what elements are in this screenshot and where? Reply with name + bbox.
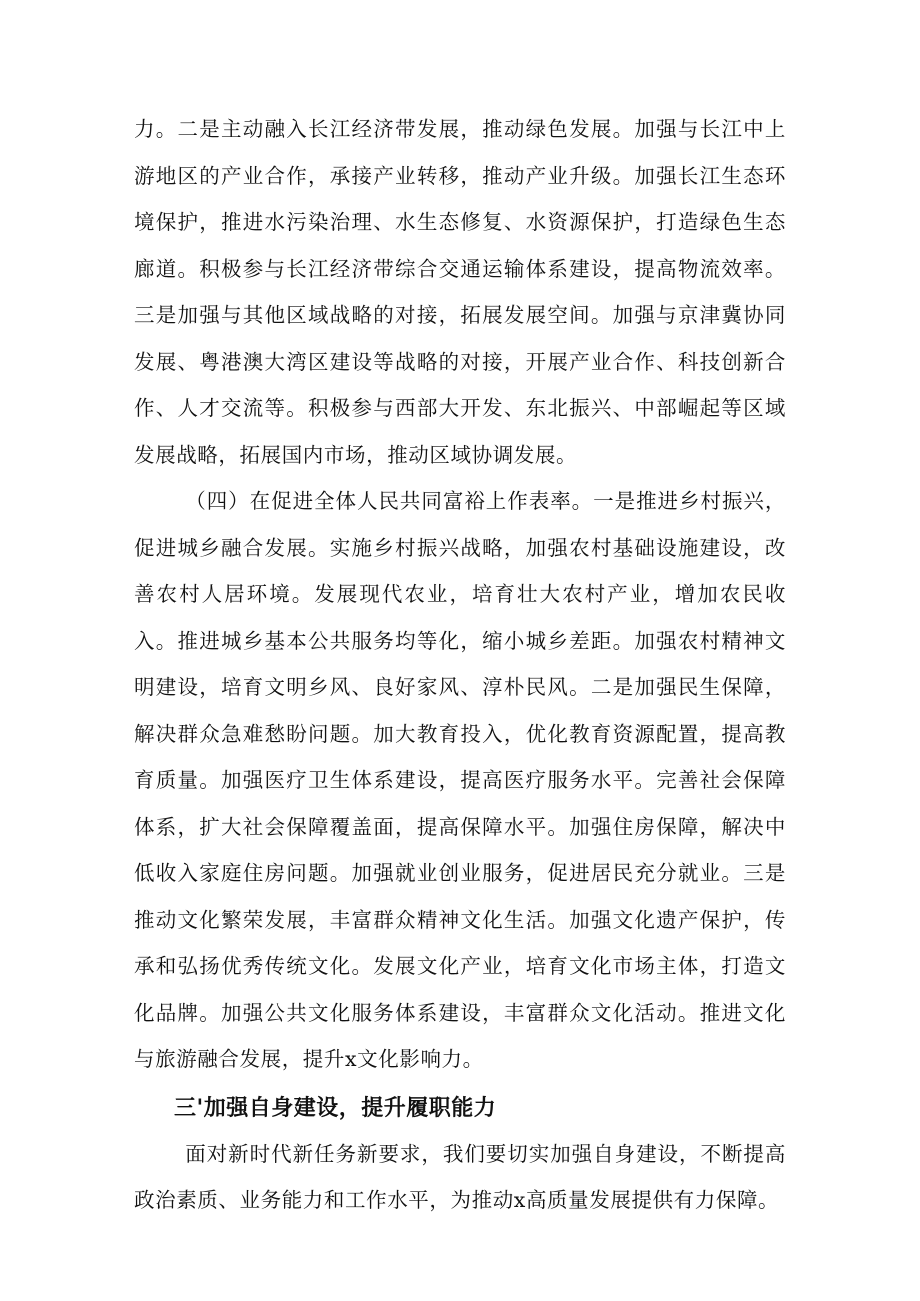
body-paragraph: 面对新时代新任务新要求，我们要切实加强自身建设，不断提高政治素质、业务能力和工作水平，为推动x高质量发展提供有力保障。 bbox=[134, 1141, 786, 1212]
body-paragraph: 力。二是主动融入长江经济带发展，推动绿色发展。加强与长江中上游地区的产业合作，承接产业转移，推动产业升级。加强长江生态环境保护，推进水污染治理、水生态修复、水资源保护，打造绿色生态廊道。积极参与长江经济带综合交通运输体系建设，提高物流效率。三是加强与其他区域战略的对接，拓展发展空间。加强与京津冀协同发展、粤港澳大湾区建设等战略的对接，开展产业合作、科技创新合作、人才交流等。积极参与西部大开发、东北振兴、中部崛起等区域发展战略，拓展国内市场，推动区域协调发展。 bbox=[134, 117, 786, 467]
document-body bbox=[134, 106, 786, 1224]
body-paragraph: （四）在促进全体人民共同富裕上作表率。一是推进乡村振兴，促进城乡融合发展。实施乡村振兴战略，加强农村基础设施建设，改善农村人居环境。发展现代农业，培育壮大农村产业，增加农民收入。推进城乡基本公共服务均等化，缩小城乡差距。加强农村精神文明建设，培育文明乡风、良好家风、淳朴民风。二是加强民生保障，解决群众急难愁盼问题。加大教育投入，优化教育资源配置，提高教育质量。加强医疗卫生体系建设，提高医疗服务水平。完善社会保障体系，扩大社会保障覆盖面，提高保障水平。加强住房保障，解决中低收入家庭住房问题。加强就业创业服务，促进居民充分就业。三是推动文化繁荣发展，丰富群众精神文化生活。加强文化遗产保护，传承和弘扬优秀传统文化。发展文化产业，培育文化市场主体，打造文化品牌。加强公共文化服务体系建设，丰富群众文化活动。推进文化与旅游融合发展，提升x文化影响力。 bbox=[134, 489, 786, 1071]
section-heading: 三'加强自身建设，提升履职能力 bbox=[174, 1095, 497, 1121]
